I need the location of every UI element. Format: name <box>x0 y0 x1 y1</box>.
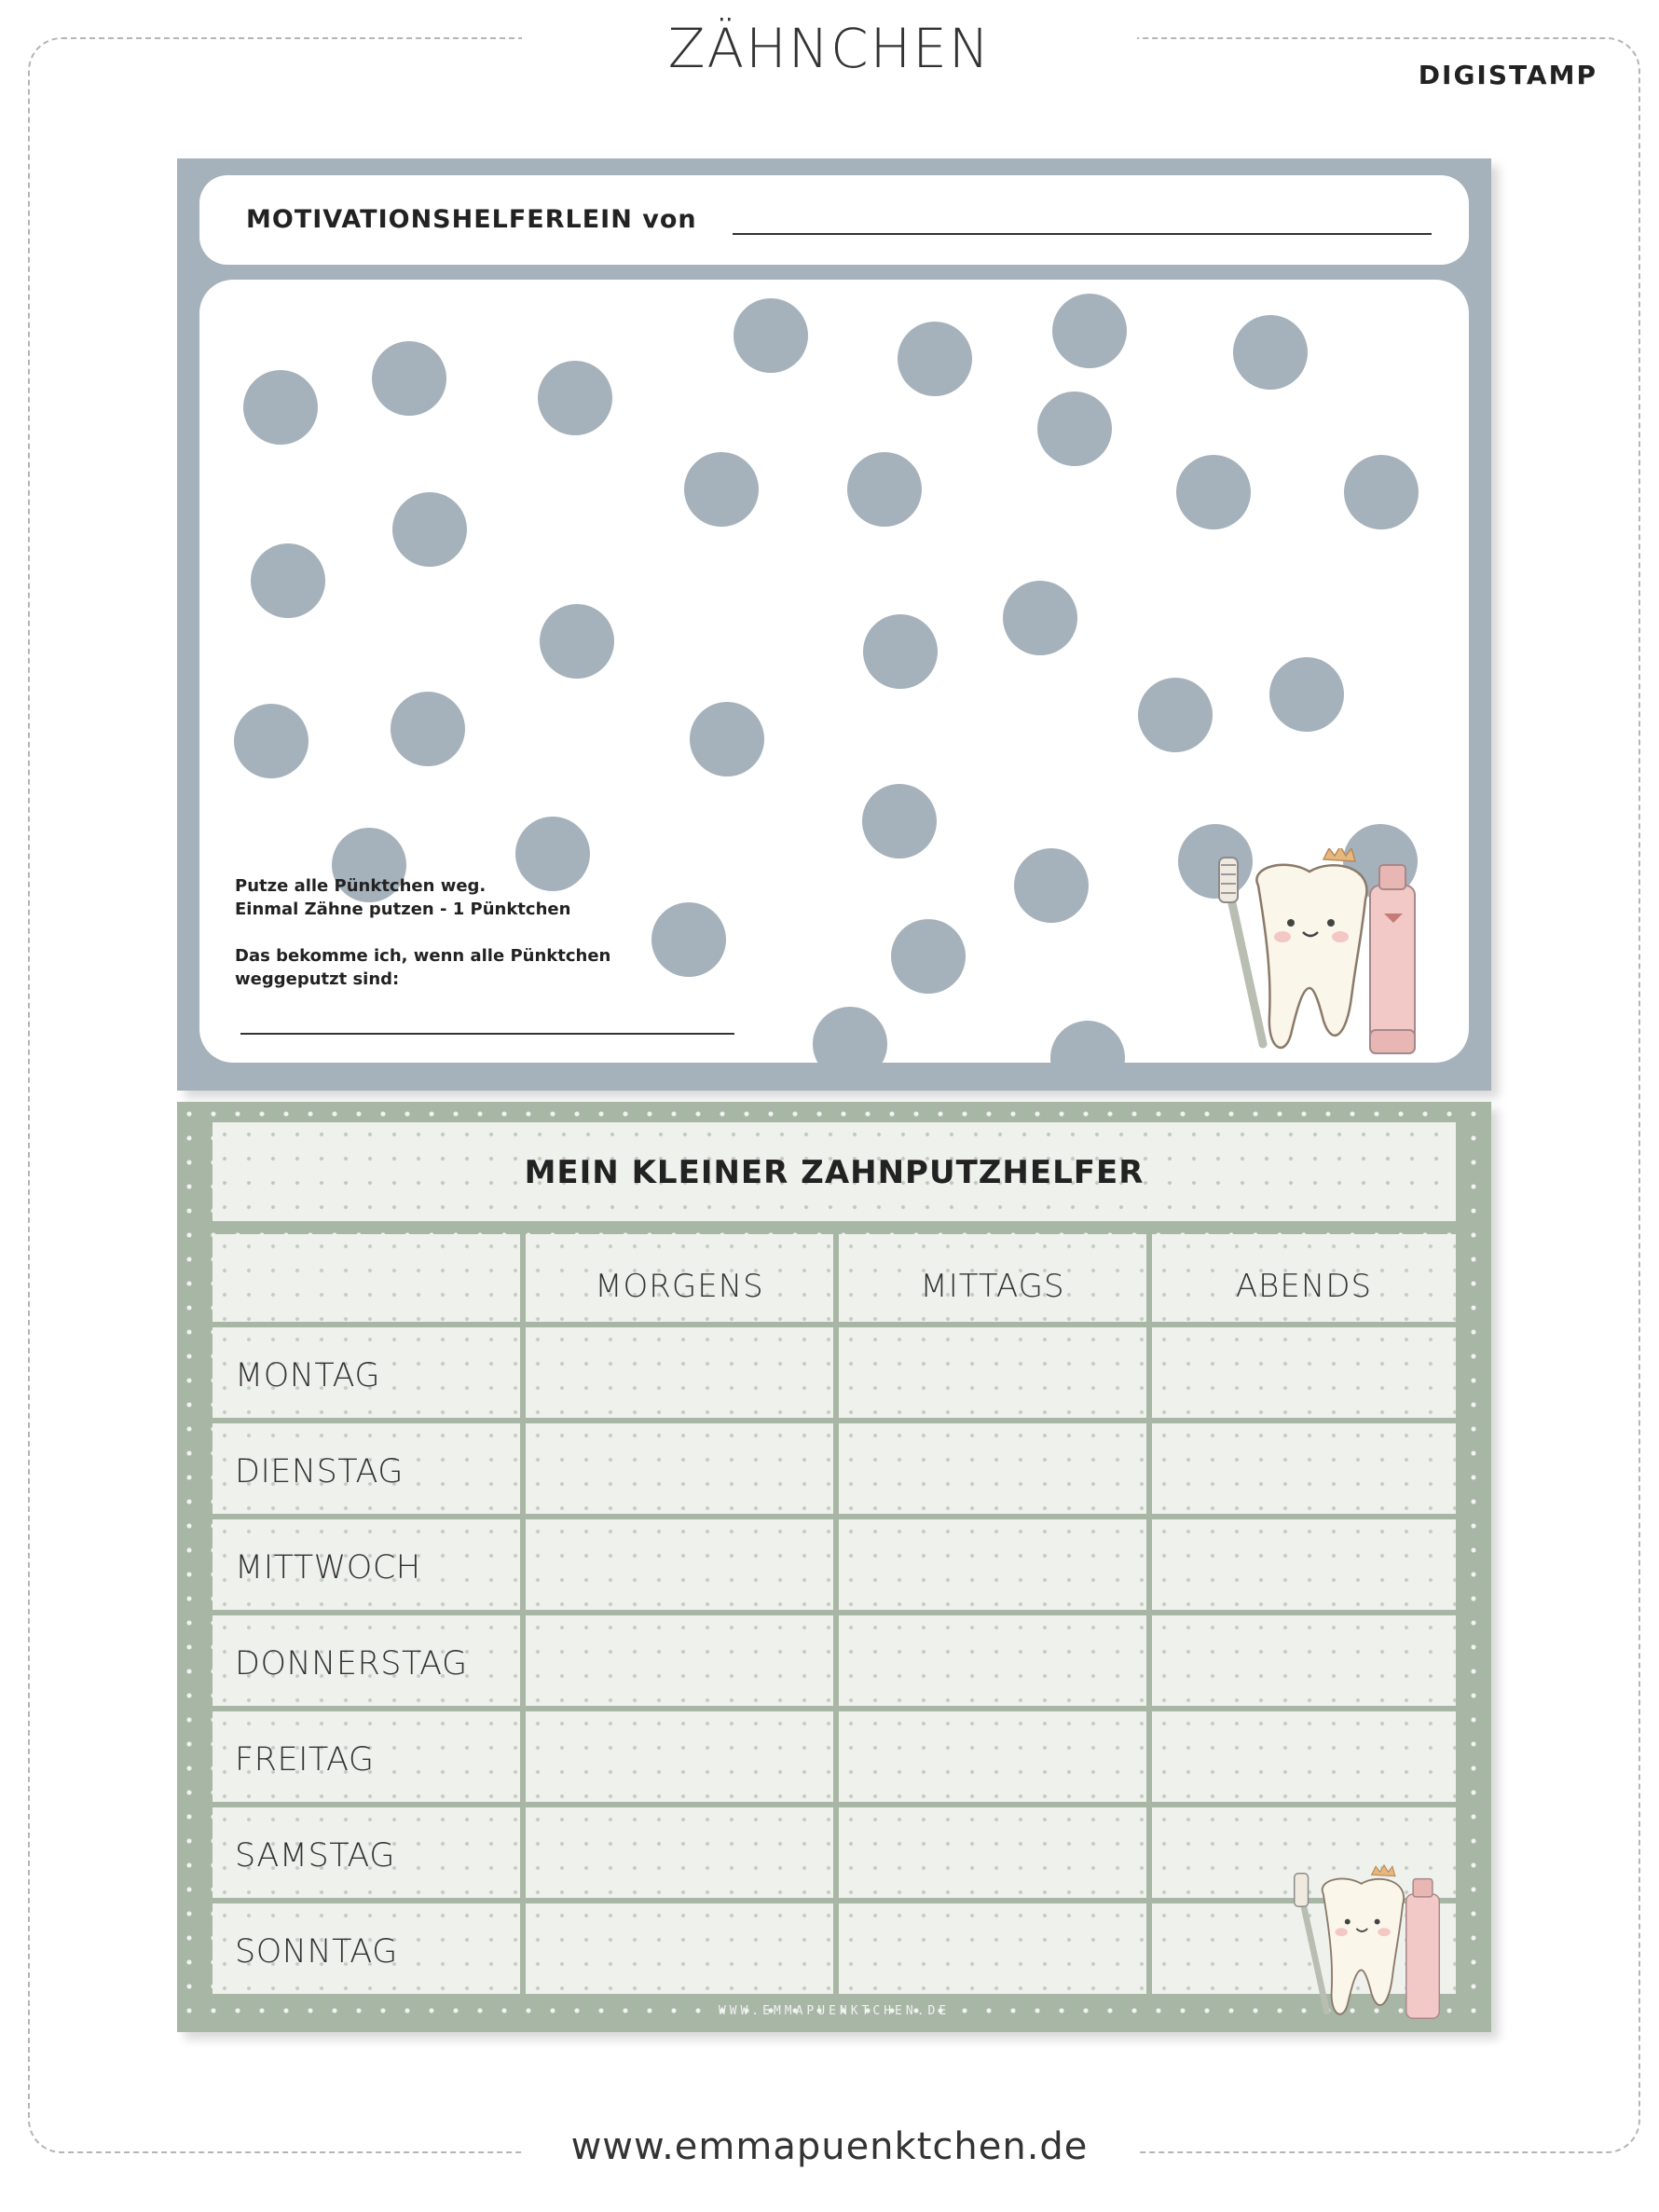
table-cell <box>1152 1519 1456 1610</box>
dot <box>862 784 937 859</box>
table-cell <box>526 1327 833 1418</box>
toothpaste-icon <box>1406 1879 1440 2019</box>
row-label-sonntag: SONNTAG <box>213 1903 520 1994</box>
table-cell <box>526 1807 833 1898</box>
dot <box>847 452 922 527</box>
table-cell <box>526 1519 833 1610</box>
page-title: ZÄHNCHEN <box>667 17 992 80</box>
table-cell <box>526 1903 833 1994</box>
dot <box>1014 848 1089 923</box>
dot <box>251 543 325 618</box>
dot <box>234 704 308 778</box>
table-cell <box>839 1807 1146 1898</box>
table-cell <box>839 1519 1146 1610</box>
dot <box>538 361 612 435</box>
dot <box>1003 581 1077 655</box>
crown-icon <box>1323 848 1355 861</box>
row-label-dienstag: DIENSTAG <box>213 1423 520 1514</box>
row-label-montag: MONTAG <box>213 1327 520 1418</box>
table-cell <box>839 1423 1146 1514</box>
dot <box>372 341 446 416</box>
reward-line-text: Das bekomme ich, wenn alle Pünktchen <box>235 946 611 966</box>
dot <box>1050 1021 1125 1063</box>
column-header-abends: ABENDS <box>1152 1234 1456 1322</box>
table-cell <box>526 1615 833 1706</box>
dot <box>1269 657 1344 732</box>
toothpaste-icon <box>1370 865 1415 1053</box>
reward-line-text: weggeputzt sind: <box>235 969 400 989</box>
table-cell <box>839 1903 1146 1994</box>
small-url: WWW.EMMAPUENKTCHEN.DE <box>718 2004 951 2018</box>
column-header-mittags: MITTAGS <box>839 1234 1146 1322</box>
motivation-card <box>177 158 1491 1091</box>
column-header-morgens: MORGENS <box>526 1234 833 1322</box>
name-box <box>199 175 1469 265</box>
toothbrush-icon <box>1219 858 1263 1044</box>
table-cell <box>839 1711 1146 1802</box>
dot <box>1037 392 1112 466</box>
dot <box>243 370 318 445</box>
dot <box>891 919 966 994</box>
instruction-line: Putze alle Pünktchen weg. <box>235 876 487 896</box>
dot <box>690 702 764 776</box>
table-cell <box>839 1615 1146 1706</box>
row-label-freitag: FREITAG <box>213 1711 520 1802</box>
table-cell <box>1152 1327 1456 1418</box>
crown-icon <box>1372 1865 1395 1876</box>
chart-header <box>213 1122 1456 1221</box>
dot <box>391 692 465 766</box>
dot <box>392 492 467 567</box>
reward-write-line <box>240 1033 734 1035</box>
table-cell <box>839 1327 1146 1418</box>
dot <box>1233 315 1308 390</box>
row-label-donnerstag: DONNERSTAG <box>213 1615 520 1706</box>
instructions-block <box>235 874 610 991</box>
instruction-line: Einmal Zähne putzen - 1 Pünktchen <box>235 900 571 919</box>
brushing-table <box>213 1234 1456 1994</box>
brand-label: DIGISTAMP <box>1418 60 1597 90</box>
tooth-mascot-icon <box>1275 1864 1461 2027</box>
chart-title: MEIN KLEINER ZAHNPUTZHELFER <box>524 1154 1145 1191</box>
table-cell <box>1152 1615 1456 1706</box>
table-cell <box>526 1711 833 1802</box>
row-label-samstag: SAMSTAG <box>213 1807 520 1898</box>
row-label-mittwoch: MITTWOCH <box>213 1519 520 1610</box>
dot <box>1176 455 1251 529</box>
table-cell <box>1152 1711 1456 1802</box>
dot <box>651 902 726 977</box>
dot <box>734 298 808 373</box>
footer-url: www.emmapuenktchen.de <box>570 2125 1089 2168</box>
table-cell <box>1152 1423 1456 1514</box>
dot <box>813 1007 887 1063</box>
dot <box>898 322 972 396</box>
table-cell <box>526 1423 833 1514</box>
name-line <box>733 233 1432 235</box>
toothbrush-icon <box>1295 1874 1327 2012</box>
dot <box>1052 294 1127 368</box>
table-corner <box>213 1234 520 1322</box>
dot <box>863 614 938 689</box>
dot <box>684 452 759 527</box>
dot <box>1344 455 1419 529</box>
tooth-mascot-icon <box>1193 848 1445 1063</box>
name-label: MOTIVATIONSHELFERLEIN von <box>246 205 697 234</box>
dot <box>540 604 614 679</box>
dot <box>1138 678 1213 752</box>
weekly-chart-card <box>177 1102 1491 2032</box>
